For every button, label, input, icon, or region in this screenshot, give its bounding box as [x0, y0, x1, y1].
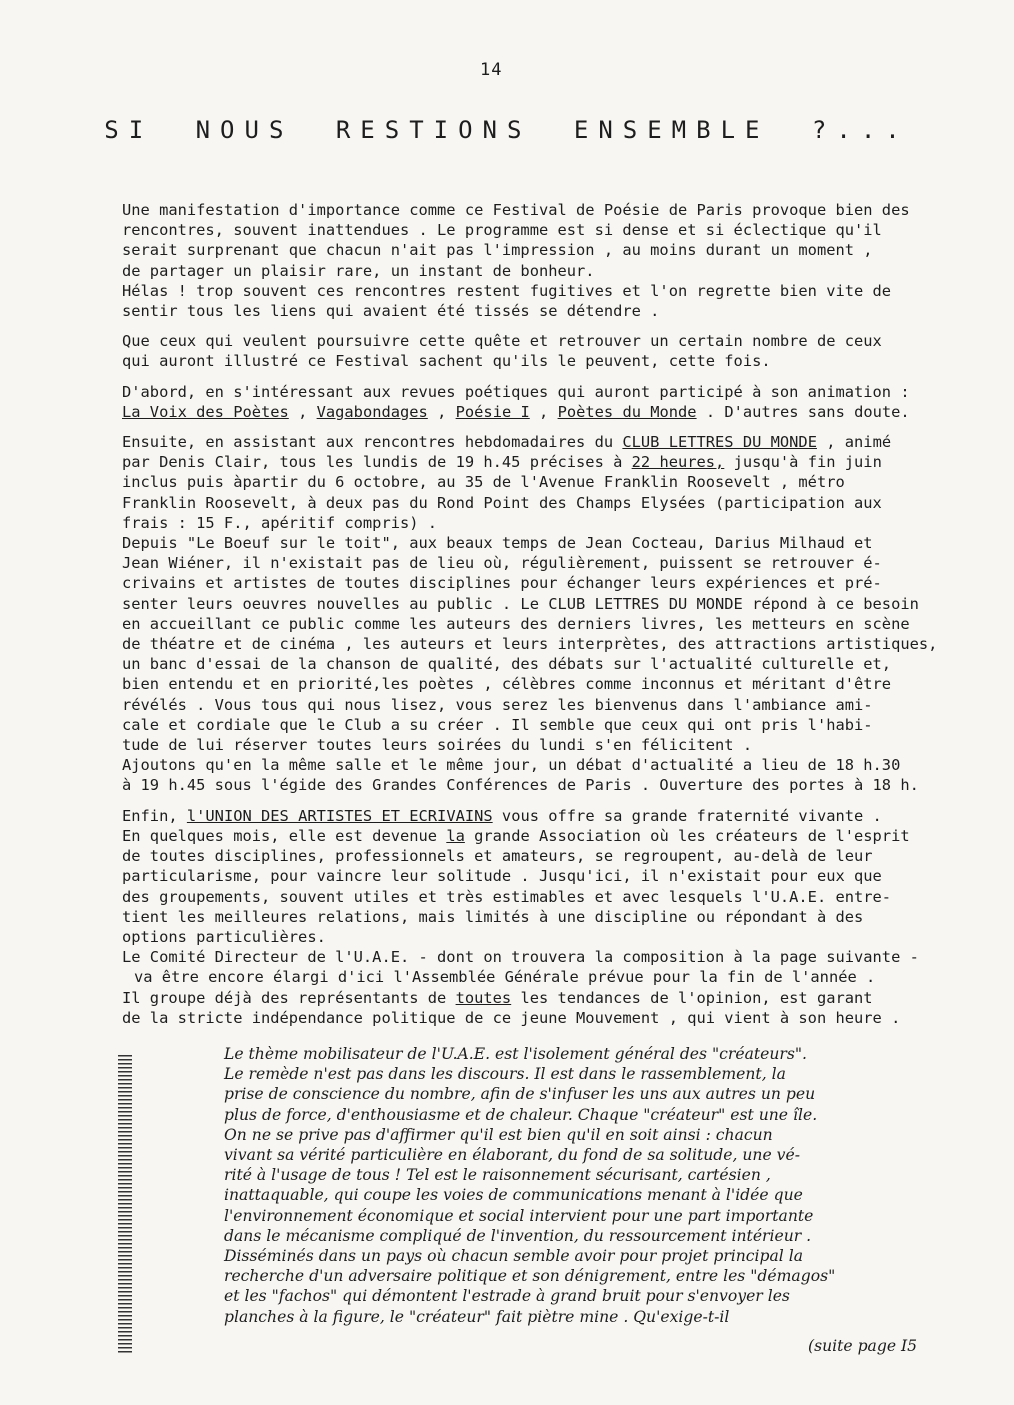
text-line: Le Comité Directeur de l'U.A.E. - dont on trouvera la composition à la page suivante - — [122, 948, 919, 967]
revue-title: Poètes du Monde — [557, 402, 697, 421]
text-line: Une manifestation d'importance comme ce Festival de Poésie de Paris provoque bien des — [122, 201, 910, 219]
text-line: révélés . Vous tous qui nous lisez, vous serez les bienvenus dans l'ambiance ami- — [122, 695, 873, 714]
page-number: 14 — [480, 60, 503, 80]
text-line: un banc d'essai de la chanson de qualité, des débats sur l'actualité culturelle et, — [122, 655, 892, 674]
quote-line: On ne se prive pas d'affirmer qu'il est bien qu'il en soit ainsi : chacun — [224, 1125, 773, 1144]
revue-title: La Voix des Poètes — [122, 402, 289, 421]
text-line: rencontres, souvent inattendues . Le programme est si dense et si éclectique qu'il — [122, 221, 882, 240]
continuation-note: (suite page I5 — [808, 1337, 918, 1355]
quote-line: et les "fachos" qui démontent l'estrade à grand bruit pour s'envoyer les — [224, 1287, 790, 1306]
quote-line: l'environnement économique et social intervient pour une part importante — [224, 1206, 814, 1225]
text-line: Que ceux qui veulent poursuivre cette quête et retrouver un certain nombre de ceux — [122, 332, 882, 351]
underlined-time: 22 heures, — [631, 453, 725, 472]
revue-title: Vagabondages — [316, 402, 428, 421]
text-line: de théatre et de cinéma , les auteurs et leurs interprètes, des attractions artistiques, — [122, 635, 938, 654]
text-line: serait surprenant que chacun n'ait pas l'impression , au moins durant un moment , — [122, 241, 873, 260]
text-line: frais : 15 F., apéritif compris) . — [122, 513, 438, 532]
paragraph-club — [122, 432, 1002, 533]
underlined-word: toutes — [455, 988, 512, 1007]
paragraph-uae — [122, 806, 1002, 1028]
underlined-word: la — [446, 826, 465, 845]
revue-title: Poésie I — [455, 402, 530, 421]
text-line: qui auront illustré ce Festival sachent qu'ils le peuvent, cette fois. — [122, 352, 771, 371]
separator: , — [427, 402, 456, 421]
quote-line: dans le mécanisme compliqué de l'invention, du ressourcement intérieur . — [224, 1226, 812, 1245]
separator: , — [288, 402, 317, 421]
paragraph-revues — [122, 382, 1002, 422]
quote-line: prise de conscience du nombre, afin de s'infuser les uns aux autres un peu — [224, 1085, 816, 1104]
quote-line: vivant sa vérité particulière en élaborant, du fond de sa solitude, une vé- — [224, 1146, 800, 1165]
separator: , — [529, 402, 558, 421]
article-body — [122, 200, 1002, 1038]
text-line: bien entendu et en priorité,les poètes , célèbres comme inconnus et méritant d'être — [122, 675, 892, 694]
quote-line: Le remède n'est pas dans les discours. Il est dans le rassemblement, la — [224, 1065, 786, 1084]
text-line: en accueillant ce public comme les auteurs des derniers livres, les metteurs en scène — [122, 614, 910, 633]
quote-line: Le thème mobilisateur de l'U.A.E. est l'isolement général des "créateurs". — [224, 1045, 807, 1063]
text-line: Enfin, l'UNION DES ARTISTES ET ECRIVAINS vous offre sa grande fraternité vivante . — [122, 806, 882, 825]
text-line: des groupements, souvent utiles et très estimables et avec lesquels l'U.A.E. entre- — [122, 887, 892, 906]
text-line: Il groupe déjà des représentants de toutes les tendances de l'opinion, est garant — [122, 988, 873, 1007]
text-line: crivains et artistes de toutes disciplines pour échanger leurs expériences et pré- — [122, 574, 882, 593]
quote-line: plus de force, d'enthousiasme et de chaleur. Chaque "créateur" est une île. — [224, 1105, 818, 1124]
text-line: de toutes disciplines, professionnels et amateurs, se regroupent, au-delà de leur — [122, 847, 873, 866]
text-line: senter leurs oeuvres nouvelles au public . Le CLUB LETTRES DU MONDE répond à ce besoin — [122, 594, 919, 613]
quote-line: planches à la figure, le "créateur" fait piètre mine . Qu'exige-t-il — [224, 1307, 730, 1326]
text-line: par Denis Clair, tous les lundis de 19 h.45 précises à 22 heures, jusqu'à fin juin — [122, 453, 882, 472]
paragraph-boeuf — [122, 533, 1002, 796]
quote-block — [224, 1044, 1004, 1327]
text-line: va être encore élargi d'ici l'Assemblée Générale prévue pour la fin de l'année . — [134, 968, 876, 987]
text-line: sentir tous les liens qui avaient été tissés se détendre . — [122, 302, 660, 321]
text-line: tient les meilleures relations, mais limités à une discipline ou répondant à des — [122, 907, 864, 926]
paragraph-quest — [122, 331, 1002, 371]
quote-margin-bar — [118, 1055, 132, 1355]
paragraph-intro — [122, 200, 1002, 321]
text-line: inclus puis àpartir du 6 octobre, au 35 de l'Avenue Franklin Roosevelt , métro — [122, 473, 845, 492]
text-line: à 19 h.45 sous l'égide des Grandes Conférences de Paris . Ouverture des portes à 18 h. — [122, 776, 919, 795]
text-line: En quelques mois, elle est devenue la grande Association où les créateurs de l'esprit — [122, 826, 910, 845]
text-line: particularisme, pour vaincre leur solitude . Jusqu'ici, il n'existait pour eux que — [122, 867, 882, 886]
text-line: Ensuite, en assistant aux rencontres hebdomadaires du CLUB LETTRES DU MONDE , animé — [122, 433, 892, 452]
text-line: Ajoutons qu'en la même salle et le même jour, un débat d'actualité a lieu de 18 h.30 — [122, 756, 901, 775]
club-name: CLUB LETTRES DU MONDE — [622, 433, 817, 452]
revues-line — [122, 402, 1002, 422]
text-line: de partager un plaisir rare, un instant de bonheur. — [122, 261, 595, 280]
text-line: de la stricte indépendance politique de ce jeune Mouvement , qui vient à son heure . — [122, 1008, 901, 1027]
text-line: Jean Wiéner, il n'existait pas de lieu où, régulièrement, puissent se retrouver é- — [122, 554, 882, 573]
quote-line: rité à l'usage de tous ! Tel est le raisonnement sécurisant, cartésien , — [224, 1166, 771, 1185]
text-line: options particulières. — [122, 927, 326, 946]
text-line: Franklin Roosevelt, à deux pas du Rond Point des Champs Elysées (participation aux — [122, 493, 882, 512]
text-line: D'abord, en s'intéressant aux revues poétiques qui auront participé à son animation : — [122, 382, 910, 401]
association-name: l'UNION DES ARTISTES ET ECRIVAINS — [186, 806, 493, 825]
text-line: tude de lui réserver toutes leurs soirées du lundi s'en félicitent . — [122, 736, 753, 755]
text-line: Hélas ! trop souvent ces rencontres restent fugitives et l'on regrette bien vite de — [122, 281, 892, 300]
quote-line: Disséminés dans un pays où chacun semble avoir pour projet principal la — [224, 1247, 804, 1266]
text-line: Depuis "Le Boeuf sur le toit", aux beaux temps de Jean Cocteau, Darius Milhaud et — [122, 534, 873, 553]
text-line: cale et cordiale que le Club a su créer . Il semble que ceux qui ont pris l'habi- — [122, 715, 873, 734]
quote-line: recherche d'un adversaire politique et son dénigrement, entre les "démagos" — [224, 1267, 836, 1286]
text-tail: . D'autres sans doute. — [696, 402, 910, 421]
quote-line: inattaquable, qui coupe les voies de communications menant à l'idée que — [224, 1186, 803, 1205]
page-title: SI NOUS RESTIONS ENSEMBLE ?... — [104, 116, 910, 144]
